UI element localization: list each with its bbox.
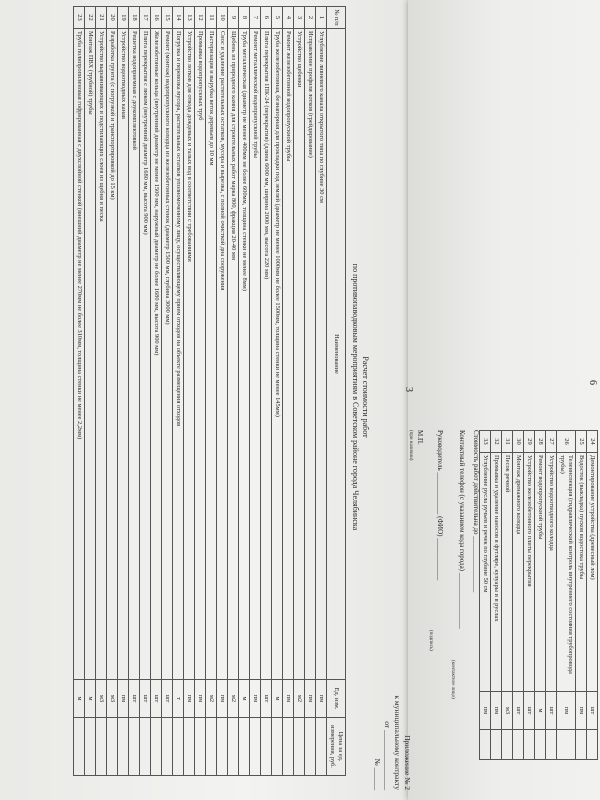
row-name: Решетка водоприемная с доукомплектовкой	[129, 29, 140, 680]
price-table-continued	[479, 430, 598, 760]
row-unit: пм	[195, 680, 206, 718]
table-row	[546, 431, 557, 760]
row-unit: пм	[316, 680, 327, 718]
row-name: Погрузка и перевозка мусора, растительных остатков уполномоченному лицу, осуществляющему прием отходов на объекте размещения отходов	[173, 29, 184, 680]
row-name: Щебень из природного камня для строительных работ марка 800, фракция 20-40 мм	[228, 29, 239, 680]
row-name: Плита перекрытия с люком (внутренний диаметр 1680 мм, высота 900 мм)	[140, 29, 151, 680]
row-unit: пм	[250, 680, 261, 718]
row-price-cell[interactable]	[85, 718, 96, 776]
row-name: Водосток (выкладка) пусков водостока трубы	[576, 453, 587, 692]
row-name: Труба полипропиленовая гофрированная с двухслойной стенкой (внешний диаметр не менее 270мм не более 310мм, толщина стенки не менее 2,2мм)	[74, 29, 85, 680]
row-number: 31	[502, 431, 513, 453]
table-row	[140, 7, 151, 776]
row-unit: пм	[184, 680, 195, 718]
row-name: Монтаж дренажного колодца	[513, 453, 524, 692]
row-price-cell[interactable]	[96, 718, 107, 776]
table-row	[491, 431, 502, 760]
row-name: Устройство выравнивающих и подстилающих слоев из щебня и песка	[96, 29, 107, 680]
price-table	[73, 6, 346, 776]
row-price-cell[interactable]	[173, 718, 184, 776]
table-row	[294, 7, 305, 776]
row-unit: шт	[162, 680, 173, 718]
table-row	[118, 7, 129, 776]
table-row	[96, 7, 107, 776]
table-row	[557, 431, 576, 760]
row-name: Устройство железобетонного плиты перекрытия	[524, 453, 535, 692]
row-unit: шт	[151, 680, 162, 718]
row-price-cell[interactable]	[239, 718, 250, 776]
row-price-cell[interactable]	[151, 718, 162, 776]
table-row	[513, 431, 524, 760]
table-row	[272, 7, 283, 776]
row-unit: пм	[576, 692, 587, 730]
row-price-cell[interactable]	[184, 718, 195, 776]
table-row	[162, 7, 173, 776]
stamp-hint: (при наличии)	[408, 430, 413, 461]
row-unit: м	[85, 680, 96, 718]
row-number: 16	[151, 7, 162, 29]
row-name: Устройство щебенки	[294, 29, 305, 680]
row-number: 5	[272, 7, 283, 29]
col-header: № п/п	[327, 7, 346, 29]
col-header: Цена за ед. измерения, руб.	[327, 718, 346, 776]
left-page	[10, 0, 420, 800]
row-unit: шт	[261, 680, 272, 718]
row-name: Промывка водопропускных труб	[195, 29, 206, 680]
row-price-cell[interactable]	[140, 718, 151, 776]
row-name: Устройство лотков для отвода дождевых и талых вод в соответствии с требованиями	[184, 29, 195, 680]
row-number: 1	[316, 7, 327, 29]
validity-line: Стоимость работ действительна до ________________	[472, 430, 480, 593]
table-row	[85, 7, 96, 776]
row-number: 24	[587, 431, 598, 453]
row-name: Ремонт водопропускной трубы	[535, 453, 546, 692]
row-price-cell[interactable]	[250, 718, 261, 776]
row-unit: шт	[129, 680, 140, 718]
row-number: 14	[173, 7, 184, 29]
doc-subtitle: по противопаводковым мероприятиям в Советском районе города Челябинска	[351, 263, 360, 531]
row-number: 19	[118, 7, 129, 29]
table-row	[283, 7, 294, 776]
row-name: Плита перекрытия 1ПК-24 (перекрытия) (длина 6000 мм, ширина 2000 мм, высота 220 мм)	[261, 29, 272, 680]
row-price-cell[interactable]	[129, 718, 140, 776]
row-price-cell[interactable]	[316, 718, 327, 776]
table-row	[107, 7, 118, 776]
col-header: Ед. изм.	[327, 680, 346, 718]
row-name: Труба железобетонная, безнапорная для прокладки под землей (диаметр не менее 1000мм не более 1500мм, толщина стенки не менее 145мм)	[272, 29, 283, 680]
row-price-cell[interactable]	[557, 730, 576, 760]
col-header: Наименование	[327, 29, 346, 680]
table-row	[305, 7, 316, 776]
row-number: 28	[535, 431, 546, 453]
row-price-cell[interactable]	[535, 730, 546, 760]
row-unit: шт	[524, 692, 535, 730]
row-price-cell[interactable]	[206, 718, 217, 776]
row-number: 9	[228, 7, 239, 29]
row-price-cell[interactable]	[162, 718, 173, 776]
row-name: Монтаж ПВХ (трубной) трубы	[85, 29, 96, 680]
row-name: Исправление профиля лотков (грейдирование)	[305, 29, 316, 680]
right-page-number-wrap	[578, 380, 598, 420]
appendix-line: от ________________	[383, 721, 392, 790]
row-unit: пм	[217, 680, 228, 718]
row-name: Углубление русла ручьев и речек по глубине 50 см	[480, 453, 491, 692]
table-row	[524, 431, 535, 760]
row-unit: м3	[502, 692, 513, 730]
table-row	[173, 7, 184, 776]
signature-hint: (подпись)	[428, 630, 433, 651]
row-name: Демонтирование устройства (древесный лом)	[587, 453, 598, 692]
row-name: Ремонт железобетонной водопропускной трубы	[283, 29, 294, 680]
row-name: Ремонт металлической водопропускной трубы	[250, 29, 261, 680]
row-price-cell[interactable]	[305, 718, 316, 776]
row-price-cell[interactable]	[502, 730, 513, 760]
row-number: 4	[283, 7, 294, 29]
row-number: 23	[74, 7, 85, 29]
page-number-right: 6	[587, 380, 598, 385]
row-unit: пм	[305, 680, 316, 718]
table-row	[74, 7, 85, 776]
table-row	[239, 7, 250, 776]
row-price-cell[interactable]	[546, 730, 557, 760]
row-price-cell[interactable]	[228, 718, 239, 776]
table-row	[184, 7, 195, 776]
table-header-row	[327, 7, 346, 776]
row-number: 26	[557, 431, 576, 453]
row-number: 22	[85, 7, 96, 29]
row-unit: м	[74, 680, 85, 718]
row-price-cell[interactable]	[294, 718, 305, 776]
table-row	[250, 7, 261, 776]
row-unit: пм	[118, 680, 129, 718]
table-row	[195, 7, 206, 776]
row-name: Устройство водоотводного колодца	[546, 453, 557, 692]
row-price-cell[interactable]	[283, 718, 294, 776]
row-price-cell[interactable]	[74, 718, 85, 776]
row-name: Пастеризация и вырубка веток деревьев до 10 мм	[206, 29, 217, 680]
row-number: 8	[239, 7, 250, 29]
page-number: 3	[403, 387, 414, 392]
row-unit: пм	[283, 680, 294, 718]
table-row	[576, 431, 587, 760]
row-price-cell[interactable]	[576, 730, 587, 760]
row-number: 6	[261, 7, 272, 29]
row-number: 33	[480, 431, 491, 453]
stamp-label: М.П.	[416, 430, 424, 445]
row-unit: пм	[480, 692, 491, 730]
table-row	[151, 7, 162, 776]
head-signature-line: Руководитель ____________ (ФИО) ____________	[436, 430, 444, 581]
right-page-footer	[400, 430, 480, 770]
row-unit: м	[239, 680, 250, 718]
row-price-cell[interactable]	[118, 718, 129, 776]
contact-hint: (контактное лицо)	[450, 660, 455, 699]
row-price-cell[interactable]	[513, 730, 524, 760]
row-price-cell[interactable]	[107, 718, 118, 776]
row-unit: м	[272, 680, 283, 718]
row-name: Разработка грунта (с погрузкой и транспортировкой до 15 км)	[107, 29, 118, 680]
row-name: Ремонт (монтаж) водопропускного колодца из железобетонных стенок (диаметр 1500 мм, глубина 3000 мм)	[162, 29, 173, 680]
row-unit: шт	[513, 692, 524, 730]
row-number: 11	[206, 7, 217, 29]
table-row	[502, 431, 513, 760]
row-unit: м3	[107, 680, 118, 718]
table-row	[480, 431, 491, 760]
row-number: 15	[162, 7, 173, 29]
table-row	[535, 431, 546, 760]
row-price-cell[interactable]	[480, 730, 491, 760]
appendix-line: к муниципальному контракту	[393, 695, 402, 790]
table-row	[261, 7, 272, 776]
row-number: 20	[107, 7, 118, 29]
row-number: 12	[195, 7, 206, 29]
row-unit: шт	[546, 692, 557, 730]
row-name: Железобетонные кольца (внутренний диаметр не менее 1500 мм, наружный диаметр не более 1680 мм, высота 900 мм)	[151, 29, 162, 680]
row-price-cell[interactable]	[524, 730, 535, 760]
table-row	[587, 431, 598, 760]
row-unit: т	[173, 680, 184, 718]
row-unit: шт	[140, 680, 151, 718]
row-number: 21	[96, 7, 107, 29]
row-number: 2	[305, 7, 316, 29]
row-unit: м2	[228, 680, 239, 718]
row-price-cell[interactable]	[272, 718, 283, 776]
appendix-line: Приложение № 2	[403, 735, 412, 790]
row-number: 27	[546, 431, 557, 453]
row-number: 10	[217, 7, 228, 29]
row-price-cell[interactable]	[217, 718, 228, 776]
row-price-cell[interactable]	[261, 718, 272, 776]
row-unit: м2	[294, 680, 305, 718]
row-name: Труба металлическая (диаметр не менее 400мм не более 600мм, толщина стенки не менее 8мм)	[239, 29, 250, 680]
row-number: 29	[524, 431, 535, 453]
row-unit: м2	[206, 680, 217, 718]
row-price-cell[interactable]	[195, 718, 206, 776]
row-unit: пм	[491, 692, 502, 730]
row-unit: м	[535, 692, 546, 730]
appendix-line: № ______	[373, 758, 382, 790]
row-number: 18	[129, 7, 140, 29]
row-number: 13	[184, 7, 195, 29]
row-name: Устройство водоотводных канав	[118, 29, 129, 680]
row-unit: пм	[557, 692, 576, 730]
row-number: 30	[513, 431, 524, 453]
row-name: Песок речной	[502, 453, 513, 692]
row-name: Снос и удаление растительных остатков, мусора и вырезка, с полной очисткой дна сооружения	[217, 29, 228, 680]
row-name: Телеинспекция (гидравлический контроль внутреннего состояния трубопровода трубы)	[557, 453, 576, 692]
row-price-cell[interactable]	[587, 730, 598, 760]
row-name: Углубление ливневого канала открытого типа по глубине 30 см	[316, 29, 327, 680]
row-number: 17	[140, 7, 151, 29]
row-unit: м3	[96, 680, 107, 718]
doc-title: Расчет стоимости работ	[361, 356, 370, 438]
table-row	[129, 7, 140, 776]
row-price-cell[interactable]	[491, 730, 502, 760]
row-number: 25	[576, 431, 587, 453]
row-unit: шт	[587, 692, 598, 730]
table-row	[217, 7, 228, 776]
contact-line: Контактный телефон (с указанием кода города) ________________	[458, 430, 466, 629]
row-number: 7	[250, 7, 261, 29]
table-row	[206, 7, 217, 776]
row-number: 32	[491, 431, 502, 453]
table-row	[228, 7, 239, 776]
table-row	[316, 7, 327, 776]
row-number: 3	[294, 7, 305, 29]
row-name: Промывка и удаление наносов в футляре, кулуары и в руслах	[491, 453, 502, 692]
